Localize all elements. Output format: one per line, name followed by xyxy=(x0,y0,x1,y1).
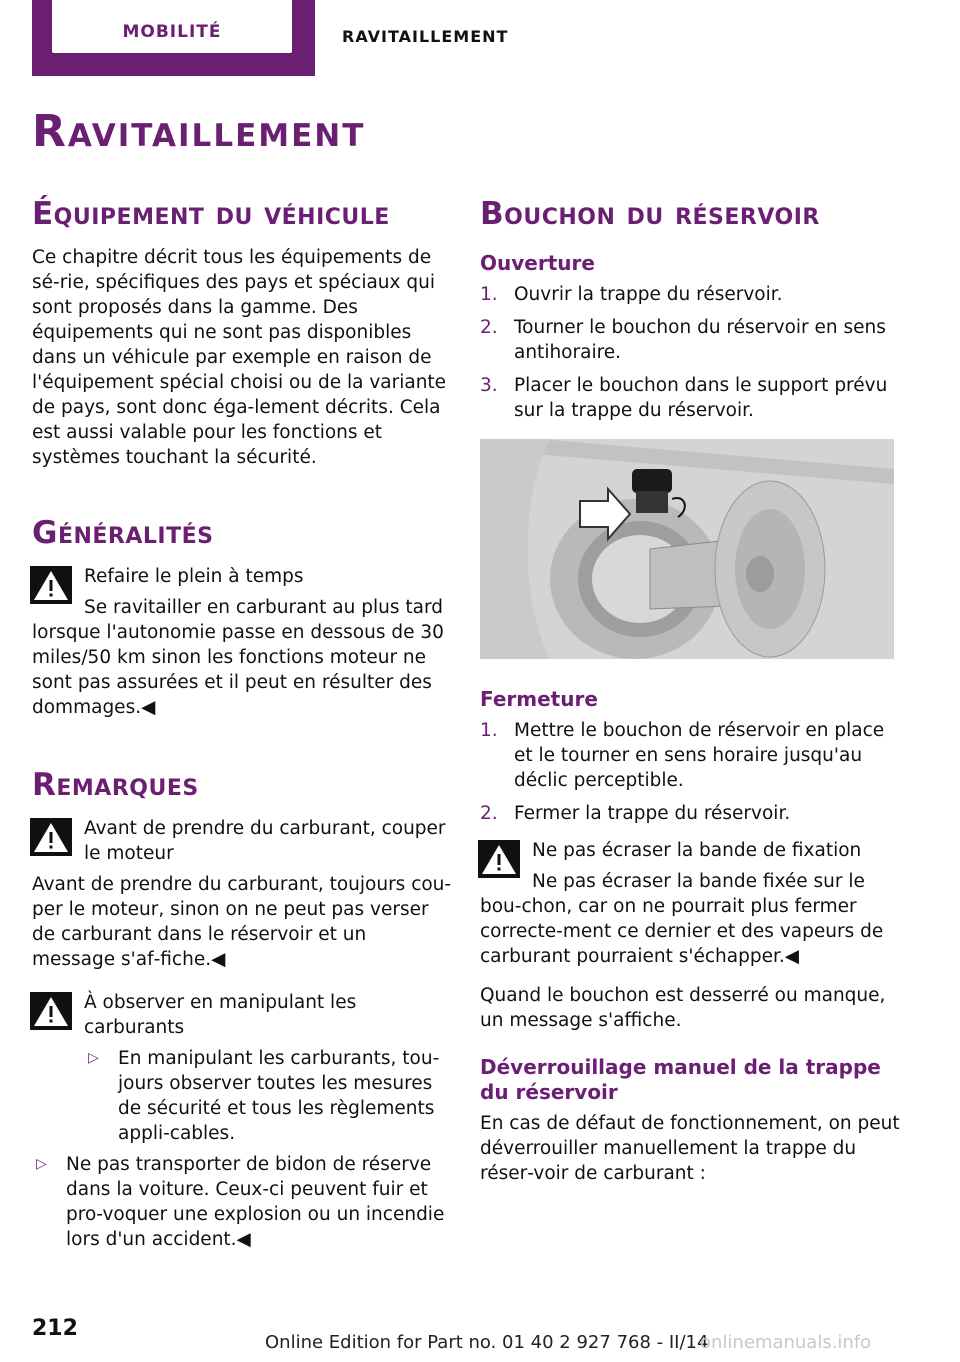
watermark: onlinemanuals.info xyxy=(700,1332,872,1353)
notes-warning-1-title: Avant de prendre du carburant, couper le moteur xyxy=(84,818,446,864)
page-title: Ravitaillement xyxy=(32,106,366,157)
equipment-heading: Équipement du véhicule xyxy=(32,196,390,232)
fuel-cap-heading: Bouchon du réservoir xyxy=(480,196,820,232)
closing-warning xyxy=(480,838,900,863)
triangle-bullet-icon: ▷ xyxy=(36,1156,47,1172)
right-column xyxy=(480,195,900,1200)
list-item: 2. Fermer la trappe du réservoir. xyxy=(480,803,791,824)
notes-warning-1 xyxy=(32,816,452,866)
manual-unlock-text: En cas de défaut de fonctionnement, on peut déverrouiller manuellement la trappe du réser‐voir de carburant : xyxy=(480,1113,900,1184)
section-label: RAVITAILLEMENT xyxy=(342,27,509,46)
warning-icon xyxy=(30,566,72,604)
list-item: 3. Placer le bouchon dans le support prévu sur la trappe du réservoir. xyxy=(480,375,888,421)
closing-warning-body: Ne pas écraser la bande fixée sur le bou‐chon, car on ne pourrait plus fermer correcte‐ment ce dernier et des vapeurs de carburant pourraient s'échapper.◀ xyxy=(480,871,884,967)
general-warning xyxy=(32,564,452,589)
list-item: 1. Mettre le bouchon de réservoir en place et le tourner en sens horaire jusqu'au déclic perceptible. xyxy=(480,720,885,791)
manual-unlock-heading: Déverrouillage manuel de la trappe du réservoir xyxy=(480,1055,881,1104)
closing-note: Quand le bouchon est desserré ou manque, un message s'affiche. xyxy=(480,985,886,1031)
notes-heading: Remarques xyxy=(32,767,199,803)
fuel-cap-illustration xyxy=(480,439,894,659)
notes-warning-2-list xyxy=(84,1046,452,1146)
left-column xyxy=(32,195,452,1258)
general-heading: Généralités xyxy=(32,515,214,551)
opening-steps xyxy=(480,282,900,423)
edition-text: Online Edition for Part no. 01 40 2 927 768 - II/14 xyxy=(265,1332,709,1353)
list-item: 2. Tourner le bouchon du réservoir en sens antihoraire. xyxy=(480,317,886,363)
list-item: ▷ Ne pas transporter de bidon de réserve dans la voiture. Ceux-ci peuvent fuir et pro‐voquer une explosion ou un incendie lors d'un accident.◀ xyxy=(36,1154,445,1250)
list-item: ▷ En manipulant les carburants, tou‐jours observer toutes les mesures de sécurité et tous les règlements appli‐cables. xyxy=(88,1048,440,1144)
warning-icon xyxy=(30,818,72,856)
notes-warning-2-title: À observer en manipulant les carburants xyxy=(84,992,357,1038)
opening-heading: Ouverture xyxy=(480,251,595,275)
notes-warning-2 xyxy=(32,990,452,1146)
closing-heading: Fermeture xyxy=(480,687,598,711)
page-number: 212 xyxy=(32,1316,78,1341)
warning-icon xyxy=(30,992,72,1030)
triangle-bullet-icon: ▷ xyxy=(88,1050,99,1066)
equipment-text: Ce chapitre décrit tous les équipements de sé‐rie, spécifiques des pays et spéciaux qui sont proposés dans la gamme. Des équipements qui ne sont pas disponibles dans un véhicule par exemple en raison de l'équipement spécial choisi ou de la variante de pays, sont donc éga‐lement décrits. Cela est aussi valable pour les fonctions et systèmes touchant la sécurité. xyxy=(32,247,447,468)
notes-warning-1-body: Avant de prendre du carburant, toujours cou‐per le moteur, sinon on ne peut pas verser de carburant dans le réservoir et un message s'af‐fiche.◀ xyxy=(32,874,452,970)
list-item: 1. Ouvrir la trappe du réservoir. xyxy=(480,284,783,305)
notes-list xyxy=(32,1152,452,1252)
closing-steps xyxy=(480,718,900,826)
closing-warning-title: Ne pas écraser la bande de fixation xyxy=(532,840,862,861)
general-warning-body: Se ravitailler en carburant au plus tard lorsque l'autonomie passe en dessous de 30 miles/50 km sinon les fonctions moteur ne sont pas assurées et il peut en résulter des dommages.◀ xyxy=(32,597,444,718)
general-warning-title: Refaire le plein à temps xyxy=(84,566,304,587)
fuel-cap-drawing xyxy=(480,439,894,659)
warning-icon xyxy=(478,840,520,878)
chapter-tab-label: MOBILITÉ xyxy=(122,22,222,42)
